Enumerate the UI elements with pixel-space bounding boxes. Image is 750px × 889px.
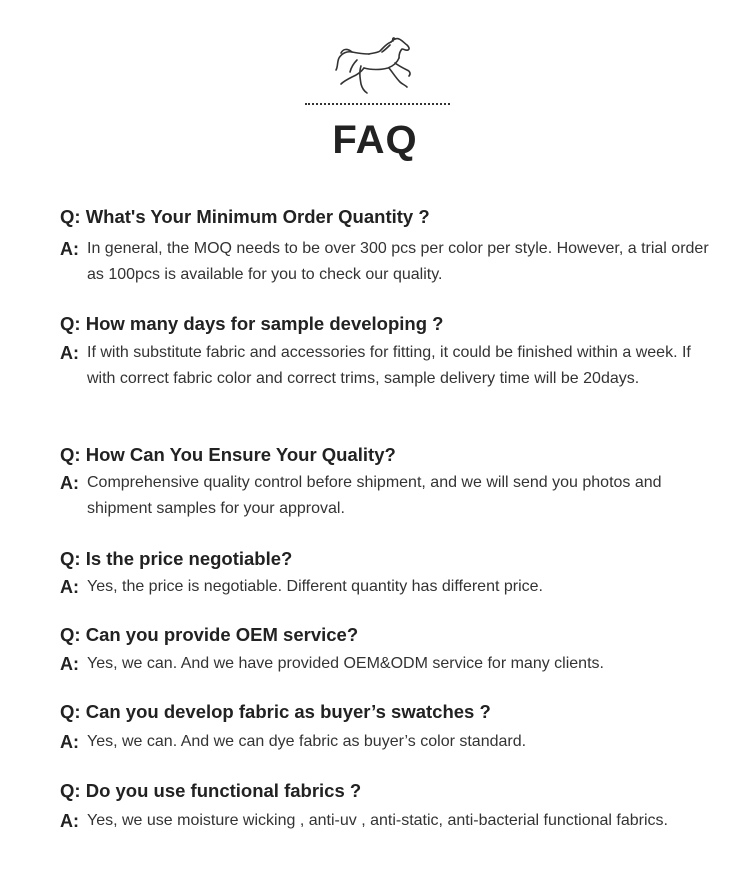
question-prefix: Q:	[60, 780, 86, 801]
question-text: Do you use functional fabrics ?	[85, 780, 362, 801]
faq-answer	[60, 470, 720, 522]
question-text: Can you develop fabric as buyer’s swatches ?	[85, 701, 491, 722]
question-text: Can you provide OEM service?	[85, 624, 359, 645]
horse-icon	[333, 36, 417, 98]
faq-answer	[60, 651, 720, 677]
faq-question	[60, 206, 720, 228]
page-title: FAQ	[332, 118, 418, 162]
question-prefix: Q:	[60, 444, 86, 465]
answer-text: In general, the MOQ needs to be over 300 pcs per color per style. However, a trial order as 100pcs is available for you to check our quality.	[87, 240, 709, 283]
question-prefix: Q:	[60, 701, 86, 722]
question-prefix: Q:	[60, 624, 86, 645]
answer-text: Yes, we use moisture wicking , anti-uv , anti-static, anti-bacterial functional fabrics.	[87, 812, 668, 829]
question-text: How Can You Ensure Your Quality?	[85, 444, 396, 465]
answer-prefix: A:	[60, 473, 79, 493]
faq-question	[60, 624, 720, 646]
answer-text: Comprehensive quality control before shipment, and we will send you photos and shipment samples for your approval.	[87, 474, 662, 517]
question-prefix: Q:	[60, 313, 86, 334]
answer-prefix: A:	[60, 811, 79, 831]
answer-prefix: A:	[60, 654, 79, 674]
answer-text: If with substitute fabric and accessories for fitting, it could be finished within a week. If with correct fabric color and correct trims, sample delivery time will be 20days.	[87, 344, 691, 387]
faq-question	[60, 780, 720, 802]
faq-answer	[60, 340, 720, 392]
answer-prefix: A:	[60, 577, 79, 597]
faq-answer	[60, 808, 720, 834]
answer-prefix: A:	[60, 732, 79, 752]
question-text: Is the price negotiable?	[85, 548, 293, 569]
faq-question	[60, 701, 720, 723]
faq-answer	[60, 574, 720, 600]
faq-answer	[60, 729, 720, 755]
answer-text: Yes, the price is negotiable. Different quantity has different price.	[87, 578, 543, 595]
question-prefix: Q:	[60, 206, 86, 227]
question-prefix: Q:	[60, 548, 86, 569]
faq-answer	[60, 236, 720, 288]
question-text: What's Your Minimum Order Quantity ?	[85, 206, 430, 227]
answer-text: Yes, we can. And we have provided OEM&ODM service for many clients.	[87, 655, 604, 672]
logo	[333, 36, 417, 98]
faq-question	[60, 444, 720, 466]
faq-question	[60, 313, 720, 335]
answer-prefix: A:	[60, 239, 79, 259]
faq-question	[60, 548, 720, 570]
divider	[305, 103, 450, 105]
answer-text: Yes, we can. And we can dye fabric as buyer’s color standard.	[87, 733, 527, 750]
answer-prefix: A:	[60, 343, 79, 363]
question-text: How many days for sample developing ?	[85, 313, 444, 334]
